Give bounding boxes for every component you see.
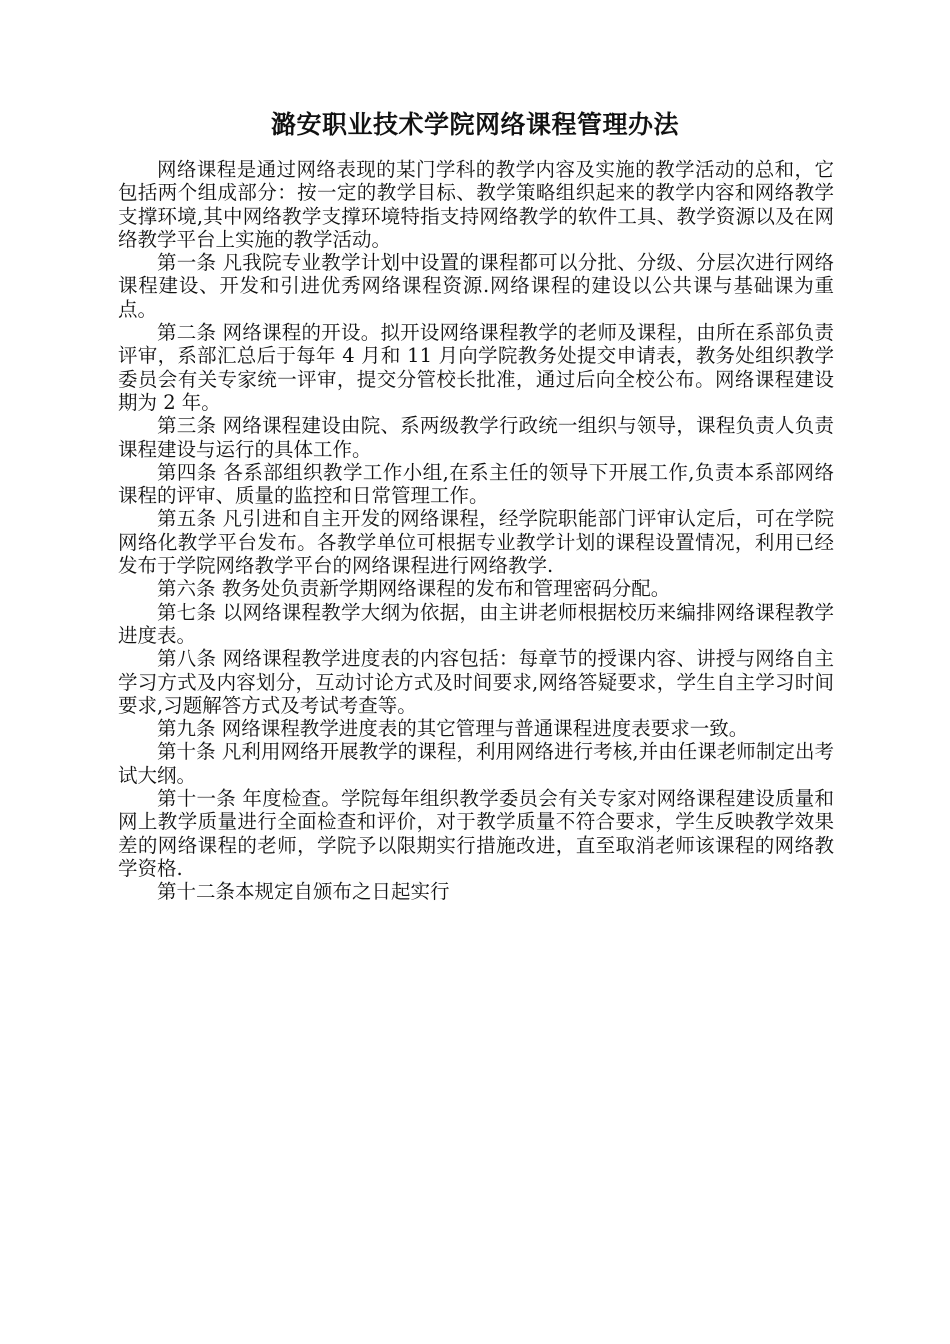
article-8-paragraph: 第八条 网络课程教学进度表的内容包括：每章节的授课内容、讲授与网络自主学习方式及内容划分，互动讨论方式及时间要求,网络答疑要求，学生自主学习时间要求,习题解答方式及考试考查等。 — [118, 647, 834, 717]
article-5-paragraph: 第五条 凡引进和自主开发的网络课程，经学院职能部门评审认定后，可在学院网络化教学平台发布。各教学单位可根据专业教学计划的课程设置情况，利用已经发布于学院网络教学平台的网络课程进行网络教学. — [118, 507, 834, 578]
article-10-paragraph: 第十条 凡利用网络开展教学的课程，利用网络进行考核,并由任课老师制定出考试大纲。 — [118, 740, 834, 787]
article-3-paragraph: 第三条 网络课程建设由院、系两级教学行政统一组织与领导，课程负责人负责课程建设与运行的具体工作。 — [118, 414, 834, 461]
article-11-paragraph: 第十一条 年度检查。学院每年组织教学委员会有关专家对网络课程建设质量和网上教学质量进行全面检查和评价，对于教学质量不符合要求，学生反映教学效果差的网络课程的老师，学院予以限期实行措施改进，直至取消老师该课程的网络教学资格. — [118, 787, 834, 880]
article-9-paragraph: 第九条 网络课程教学进度表的其它管理与普通课程进度表要求一致。 — [157, 717, 749, 741]
intro-paragraph: 网络课程是通过网络表现的某门学科的教学内容及实施的教学活动的总和，它包括两个组成部分：按一定的教学目标、教学策略组织起来的教学内容和网络教学支撑环境,其中网络教学支撑环境特指支持网络教学的软件工具、教学资源以及在网络教学平台上实施的教学活动。 — [118, 158, 834, 251]
document-title: 潞安职业技术学院网络课程管理办法 — [270, 110, 679, 139]
article-4-paragraph: 第四条 各系部组织教学工作小组,在系主任的领导下开展工作,负责本系部网络课程的评审、质量的监控和日常管理工作。 — [118, 460, 834, 508]
article-1-paragraph: 第一条 凡我院专业教学计划中设置的课程都可以分批、分级、分层次进行网络课程建设、开发和引进优秀网络课程资源.网络课程的建设以公共课与基础课为重点。 — [118, 251, 834, 321]
article-2-paragraph: 第二条 网络课程的开设。拟开设网络课程教学的老师及课程，由所在系部负责评审，系部汇总后于每年 4 月和 11 月向学院教务处提交申请表，教务处组织教学委员会有关专家统一评审，提交分管校长批准，通过后向全校公布。网络课程建设期为 2 年。 — [118, 321, 834, 414]
article-6-paragraph: 第六条 教务处负责新学期网络课程的发布和管理密码分配。 — [157, 577, 671, 601]
document-body — [118, 158, 834, 904]
article-7-paragraph: 第七条 以网络课程教学大纲为依据，由主讲老师根据校历来编排网络课程教学进度表。 — [118, 600, 834, 647]
article-12-paragraph: 第十二条本规定自颁布之日起实行 — [157, 880, 450, 904]
